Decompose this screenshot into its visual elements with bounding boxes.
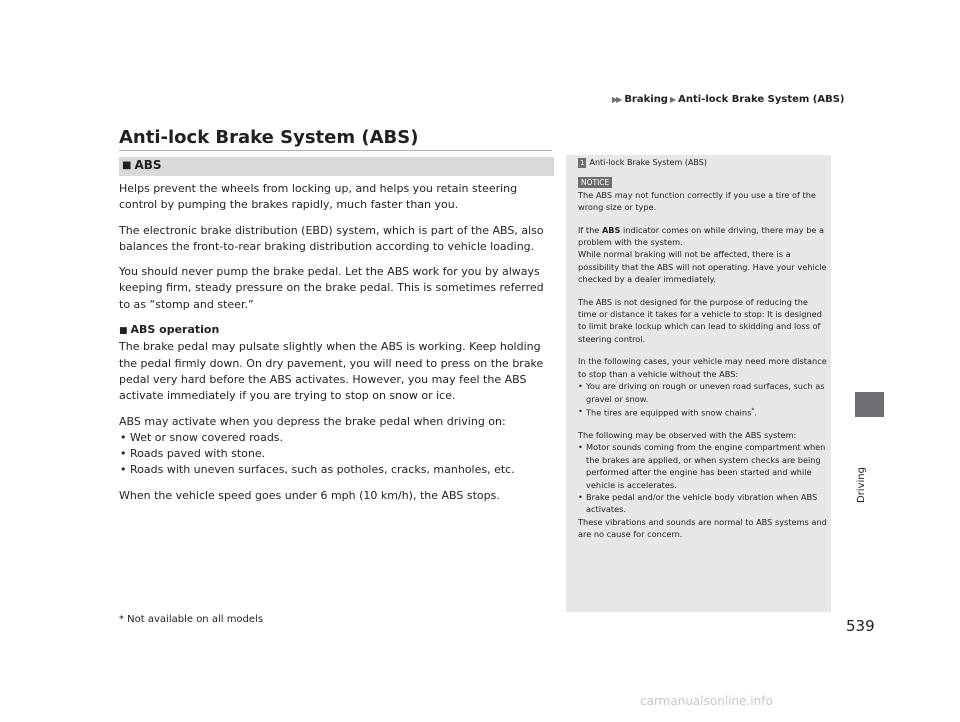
note-ref-badge: 1 bbox=[580, 159, 585, 168]
note-title-text: Anti-lock Brake System (ABS) bbox=[589, 158, 707, 167]
side-tab-marker bbox=[855, 392, 884, 417]
list-item: • The tires are equipped with snow chains*. bbox=[578, 405, 828, 419]
cases-text: In the following cases, your vehicle may need more distance to stop than a vehicle without the ABS: bbox=[578, 356, 827, 379]
list-item: • Wet or snow covered roads. bbox=[119, 430, 555, 446]
observed-text: The following may be observed with the ABS system: bbox=[578, 430, 797, 441]
paragraph-activate: ABS may activate when you depress the brake pedal when driving on: bbox=[119, 414, 506, 428]
breadcrumb-item-abs[interactable]: Anti-lock Brake System (ABS) bbox=[678, 94, 845, 105]
subheading-text: ABS operation bbox=[130, 323, 220, 337]
paragraph-speed: When the vehicle speed goes under 6 mph (10 km/h), the ABS stops. bbox=[119, 488, 500, 502]
closing-text: These vibrations and sounds are normal to ABS systems and are no cause for concern. bbox=[578, 516, 827, 540]
normal-braking-text: While normal braking will not be affected, there is a possibility that the ABS will not operating. Have your vehicle checked by a dealer immediately. bbox=[578, 249, 827, 285]
title-divider bbox=[119, 150, 552, 151]
road-conditions-list bbox=[119, 430, 555, 479]
list-item: • Roads with uneven surfaces, such as potholes, cracks, manholes, etc. bbox=[119, 462, 555, 478]
page-title: Anti-lock Brake System (ABS) bbox=[119, 127, 419, 148]
arrow-icon: ▶ bbox=[669, 95, 677, 104]
square-bullet-icon: ■ bbox=[119, 326, 128, 337]
list-item: • You are driving on rough or uneven road surfaces, such as gravel or snow. bbox=[578, 380, 828, 405]
double-arrow-icon: ▶▶ bbox=[612, 95, 621, 104]
observed-list bbox=[578, 441, 828, 515]
side-tab-label: Driving bbox=[856, 467, 867, 503]
paragraph-ebd: The electronic brake distribution (EBD) system, which is part of the ABS, also balances the front-to-rear braking distribution according to vehicle loading. bbox=[119, 223, 544, 253]
main-body bbox=[119, 181, 555, 504]
paragraph-intro: Helps prevent the wheels from locking up, and helps you retain steering control by pumping the brakes rapidly, much faster than you. bbox=[119, 182, 518, 212]
breadcrumb bbox=[612, 94, 845, 105]
cases-list bbox=[578, 380, 828, 419]
subheading-abs-operation bbox=[119, 322, 555, 339]
watermark: carmanualsonline.info bbox=[640, 694, 773, 708]
list-item: • Brake pedal and/or the vehicle body vibration when ABS activates. bbox=[578, 491, 828, 516]
note-content bbox=[578, 157, 828, 541]
design-text: The ABS is not designed for the purpose of reducing the time or distance it takes for a vehicle to stop: It is designed to limit brake lockup which can lead to skidding and loss of steering control. bbox=[578, 296, 822, 344]
notice-badge: NOTICE bbox=[578, 177, 612, 188]
section-heading-text: ABS bbox=[134, 158, 162, 172]
paragraph-pump: You should never pump the brake pedal. Let the ABS work for you by always keeping firm, steady pressure on the brake pedal. This is sometimes referred to as “stomp and steer.” bbox=[119, 265, 544, 311]
footnote: * Not available on all models bbox=[119, 614, 264, 625]
paragraph-operation: The brake pedal may pulsate slightly when the ABS is working. Keep holding the pedal firmly down. On dry pavement, you will need to press on the brake pedal very hard before the ABS activates. However, you may feel the ABS activate immediately if you are trying to stop on snow or ice. bbox=[119, 340, 544, 403]
section-heading bbox=[122, 158, 162, 172]
notice-text: The ABS may not function correctly if you use a tire of the wrong size or type. bbox=[578, 189, 816, 213]
list-item: • Roads paved with stone. bbox=[119, 446, 555, 462]
page-number: 539 bbox=[846, 617, 875, 635]
section-heading-band bbox=[119, 157, 554, 176]
abs-indicator-word: ABS bbox=[601, 224, 621, 235]
note-title bbox=[578, 157, 828, 169]
indicator-text: If the ABS indicator comes on while driving, there may be a problem with the system. bbox=[578, 224, 825, 248]
not-all-models-asterisk: * bbox=[751, 406, 755, 414]
list-item: • Motor sounds coming from the engine compartment when the brakes are applied, or when system checks are being performed after the engine has been started and while vehicle is accelerates. bbox=[578, 441, 828, 491]
breadcrumb-item-braking[interactable]: Braking bbox=[624, 94, 668, 105]
square-bullet-icon: ■ bbox=[122, 160, 132, 171]
